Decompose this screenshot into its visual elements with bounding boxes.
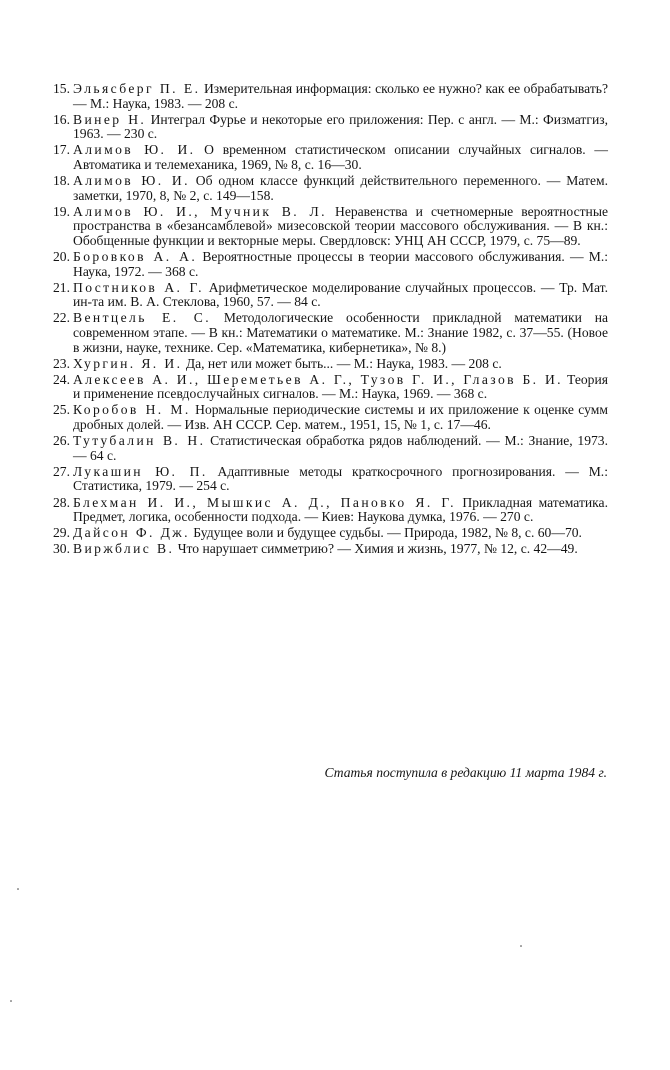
reference-number: 26.: [53, 433, 70, 449]
reference-authors: Постников А. Г.: [73, 279, 204, 295]
reference-number: 27.: [53, 463, 70, 479]
reference-item: [40, 250, 608, 279]
reference-number: 20.: [53, 249, 70, 265]
reference-authors: Боровков А. А.: [73, 249, 198, 265]
scan-speck: [10, 1000, 12, 1002]
reference-authors: Алимов Ю. И.: [73, 142, 196, 158]
reference-authors: Блехман И. И., Мышкис А. Д., Пановко Я. Г.: [73, 494, 456, 510]
reference-item: [40, 434, 608, 463]
reference-text: Нормальные периодические системы и их приложение к оценке сумм дробных долей. — Изв. АН СССР. Сер. матем., 1951, 15, № 1, с. 17—46.: [73, 402, 608, 433]
reference-item: [40, 496, 608, 525]
reference-item: [40, 526, 608, 541]
scan-speck: [520, 945, 522, 947]
reference-text: Об одном классе функций действительного переменного. — Матем. заметки, 1970, 8, № 2, с. 149—158.: [73, 173, 608, 203]
reference-authors: Дайсон Ф. Дж.: [73, 525, 190, 541]
reference-text: Теория и применение псевдослучайных сигналов. — М.: Наука, 1969. — 368 с.: [73, 371, 608, 402]
reference-item: [40, 113, 608, 142]
reference-item: [40, 465, 608, 494]
reference-number: 21.: [53, 279, 70, 295]
reference-number: 25.: [53, 402, 70, 418]
reference-list: [40, 82, 608, 558]
reference-number: 16.: [53, 111, 70, 127]
reference-item: [40, 281, 608, 310]
reference-text: Да, нет или может быть... — М.: Наука, 1983. — 208 с.: [182, 355, 502, 371]
reference-text: Арифметическое моделирование случайных процессов. — Тр. Мат. ин-та им. В. А. Стеклова, 1960, 57. — 84 с.: [73, 279, 608, 310]
reference-text: Прикладная математика. Предмет, логика, особенности подхода. — Киев: Наукова думка, 1976. — 270 с.: [73, 494, 608, 525]
reference-number: 29.: [53, 525, 70, 541]
reference-text: Вероятностные процессы в теории массового обслуживания. — М.: Наука, 1972. — 368 с.: [73, 249, 608, 279]
reference-number: 23.: [53, 355, 70, 371]
reference-authors: Эльясберг П. Е.: [73, 81, 201, 96]
reference-authors: Винер Н.: [73, 111, 147, 127]
reference-number: 24.: [53, 371, 70, 387]
reference-number: 18.: [53, 173, 70, 189]
reference-text: Неравенства и счетномерные вероятностные пространства в «безансамблевой» мизесовской теории массового обслуживания. — В кн.: Обобщенные функции и векторные меры. Свердловск: УНЦ АН СССР, 1979, с. 75—89.: [73, 203, 608, 248]
reference-item: [40, 82, 608, 111]
reference-text: О временном статистическом описании случайных сигналов. — Автоматика и телемеханика, 1969, № 8, с. 16—30.: [73, 142, 608, 172]
reference-number: 17.: [53, 142, 70, 158]
reference-text: Статистическая обработка рядов наблюдений. — М.: Знание, 1973. — 64 с.: [73, 433, 608, 463]
reference-number: 30.: [53, 541, 70, 557]
reference-number: 28.: [53, 494, 70, 510]
reference-text: Интеграл Фурье и некоторые его приложения: Пер. с англ. — М.: Физматгиз, 1963. — 230 с.: [73, 111, 608, 142]
reference-item: [40, 542, 608, 557]
reference-authors: Коробов Н. М.: [73, 402, 191, 418]
scan-speck: [17, 888, 19, 890]
reference-authors: Лукашин Ю. П.: [73, 463, 208, 479]
reference-authors: Алимов Ю. И.: [73, 173, 190, 189]
reference-authors: Вентцель Е. С.: [73, 310, 212, 326]
reference-item: [40, 403, 608, 432]
reference-authors: Хургин. Я. И.: [73, 355, 183, 371]
reference-item: [40, 205, 608, 249]
reference-item: [40, 143, 608, 172]
reference-item: [40, 174, 608, 203]
reference-text: Адаптивные методы краткосрочного прогнозирования. — М.: Статистика, 1979. — 254 с.: [73, 463, 608, 494]
reference-item: [40, 311, 608, 355]
reference-number: 19.: [53, 203, 70, 219]
reference-number: 15.: [53, 81, 70, 96]
reference-text: Измерительная информация: сколько ее нужно? как ее обрабатывать? — М.: Наука, 1983. — 208 с.: [73, 81, 608, 111]
received-date-note: Статья поступила в редакцию 11 марта 1984 г.: [324, 765, 607, 780]
reference-authors: Алексеев А. И., Шереметьев А. Г., Тузов Г. И., Глазов Б. И.: [73, 371, 563, 387]
reference-item: [40, 357, 608, 372]
reference-authors: Виржблис В.: [73, 541, 175, 557]
reference-text: Будущее воли и будущее судьбы. — Природа, 1982, № 8, с. 60—70.: [189, 525, 582, 541]
reference-item: [40, 373, 608, 402]
reference-text: Что нарушает симметрию? — Химия и жизнь, 1977, № 12, с. 42—49.: [174, 541, 578, 557]
reference-authors: Алимов Ю. И., Мучник В. Л.: [73, 203, 327, 219]
reference-text: Методологические особенности прикладной математики на современном этапе. — В кн.: Математики о математике. М.: Знание 1982, с. 37—55. (Новое в жизни, науке, технике. Сер. «Математика, кибернетика», № 8.): [73, 310, 609, 355]
reference-number: 22.: [53, 310, 70, 326]
reference-authors: Тутубалин В. Н.: [73, 433, 206, 449]
